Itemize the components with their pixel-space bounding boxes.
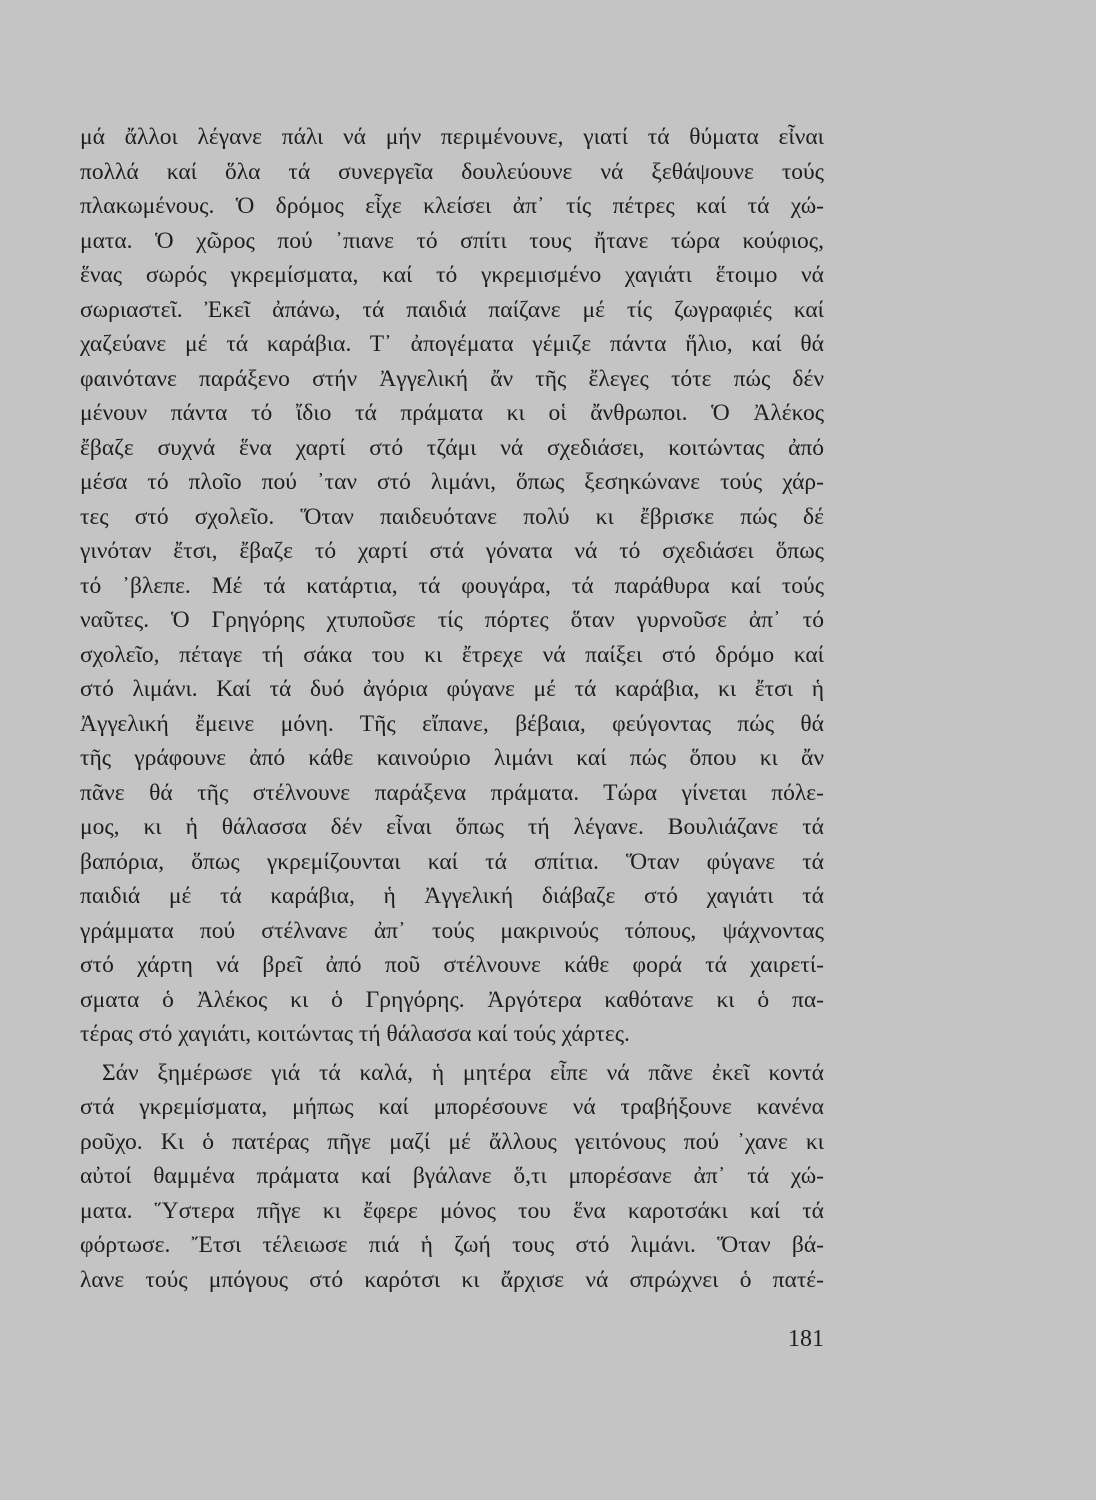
text-line: Ἀγγελική ἔμεινε μόνη. Τῆς εἴπανε, βέβαια, φεύγοντας πώς θά <box>80 710 824 737</box>
text-line: σωριαστεῖ. Ἐκεῖ ἀπάνω, τά παιδιά παίζανε μέ τίς ζωγραφιές καί <box>80 296 824 323</box>
text-line: στό λιμάνι. Καί τά δυό ἀγόρια φύγανε μέ τά καράβια, κι ἔτσι ἡ <box>80 676 824 702</box>
text-line: γράμματα πού στέλνανε ἀπ᾽ τούς μακρινούς τόπους, ψάχνοντας <box>80 917 824 944</box>
text-line: ροῦχο. Κι ὁ πατέρας πῆγε μαζί μέ ἄλλους γειτόνους πού ᾽χανε κι <box>80 1128 824 1155</box>
text-line: τέρας στό χαγιάτι, κοιτώντας τή θάλασσα καί τούς χάρτες. <box>80 1021 630 1047</box>
text-line: μένουν πάντα τό ἴδιο τά πράματα κι οἱ ἄνθρωποι. Ὁ Ἀλέκος <box>80 400 824 426</box>
text-line: μά ἄλλοι λέγανε πάλι νά μήν περιμένουνε, γιατί τά θύματα εἶναι <box>80 124 824 150</box>
text-line: αὐτοί θαμμένα πράματα καί βγάλανε ὅ,τι μπορέσανε ἀπ᾽ τά χώ- <box>80 1163 824 1189</box>
paragraph-1 <box>80 120 824 1052</box>
text-line: μέσα τό πλοῖο πού ᾽ταν στό λιμάνι, ὅπως ξεσηκώνανε τούς χάρ- <box>80 469 824 495</box>
page-number: 181 <box>788 1326 824 1352</box>
text-line: γινόταν ἔτσι, ἔβαζε τό χαρτί στά γόνατα νά τό σχεδιάσει ὅπως <box>80 538 824 564</box>
text-line: βαπόρια, ὅπως γκρεμίζουνται καί τά σπίτια. Ὅταν φύγανε τά <box>80 848 824 875</box>
text-line: ναῦτες. Ὁ Γρηγόρης χτυποῦσε τίς πόρτες ὅταν γυρνοῦσε ἀπ᾽ τό <box>80 607 824 633</box>
text-line: σματα ὁ Ἀλέκος κι ὁ Γρηγόρης. Ἀργότερα καθότανε κι ὁ πα- <box>80 986 824 1013</box>
text-line: στά γκρεμίσματα, μήπως καί μπορέσουνε νά τραβήξουνε κανένα <box>80 1094 824 1120</box>
paragraph-2 <box>80 1056 824 1298</box>
text-line: πλακωμένους. Ὁ δρόμος εἶχε κλείσει ἀπ᾽ τίς πέτρες καί τά χώ- <box>80 193 824 219</box>
text-line: παιδιά μέ τά καράβια, ἡ Ἀγγελική διάβαζε στό χαγιάτι τά <box>80 883 824 909</box>
text-line: πολλά καί ὅλα τά συνεργεῖα δουλεύουνε νά ξεθάψουνε τούς <box>80 158 824 185</box>
text-line: λανε τούς μπόγους στό καρότσι κι ἄρχισε νά σπρώχνει ὁ πατέ- <box>80 1266 824 1293</box>
text-line: φαινότανε παράξενο στήν Ἀγγελική ἄν τῆς ἔλεγες τότε πώς δέν <box>80 365 824 392</box>
text-line: φόρτωσε. Ἔτσι τέλειωσε πιά ἡ ζωή τους στό λιμάνι. Ὅταν βά- <box>80 1232 824 1258</box>
body-text <box>80 120 824 1297</box>
text-line: μος, κι ἡ θάλασσα δέν εἶναι ὅπως τή λέγανε. Βουλιάζανε τά <box>80 814 824 840</box>
text-line: σχολεῖο, πέταγε τή σάκα του κι ἔτρεχε νά παίξει στό δρόμο καί <box>80 641 824 668</box>
text-line: ματα. Ὕστερα πῆγε κι ἔφερε μόνος του ἕνα καροτσάκι καί τά <box>80 1197 824 1224</box>
text-line: χαζεύανε μέ τά καράβια. Τ᾽ ἀπογέματα γέμιζε πάντα ἥλιο, καί θά <box>80 331 824 357</box>
text-line: ἔβαζε συχνά ἕνα χαρτί στό τζάμι νά σχεδιάσει, κοιτώντας ἀπό <box>80 434 824 461</box>
text-line: τες στό σχολεῖο. Ὅταν παιδευότανε πολύ κι ἔβρισκε πώς δέ <box>80 503 824 530</box>
text-line: τό ᾽βλεπε. Μέ τά κατάρτια, τά φουγάρα, τά παράθυρα καί τούς <box>80 572 824 599</box>
text-line: Σάν ξημέρωσε γιά τά καλά, ἡ μητέρα εἶπε νά πᾶνε ἐκεῖ κοντά <box>102 1059 824 1086</box>
text-line: ἕνας σωρός γκρεμίσματα, καί τό γκρεμισμένο χαγιάτι ἕτοιμο νά <box>80 262 824 288</box>
text-line: στό χάρτη νά βρεῖ ἀπό ποῦ στέλνουνε κάθε φορά τά χαιρετί- <box>80 952 824 978</box>
text-line: τῆς γράφουνε ἀπό κάθε καινούριο λιμάνι καί πώς ὅπου κι ἄν <box>80 745 824 771</box>
text-line: ματα. Ὁ χῶρος πού ᾽πιανε τό σπίτι τους ἤτανε τώρα κούφιος, <box>80 227 824 254</box>
text-line: πᾶνε θά τῆς στέλνουνε παράξενα πράματα. Τώρα γίνεται πόλε- <box>80 779 824 806</box>
